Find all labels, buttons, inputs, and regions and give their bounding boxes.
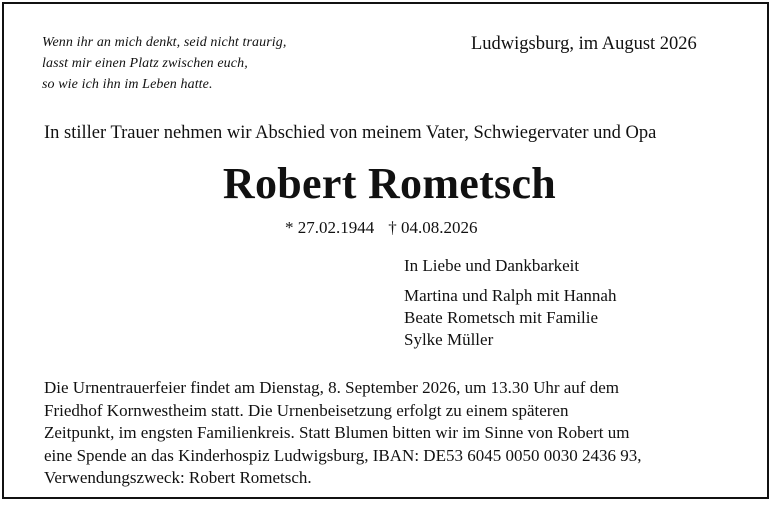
place-and-date: Ludwigsburg, im August 2026 — [471, 34, 697, 54]
notice-line: eine Spende an das Kinderhospiz Ludwigsburg, IBAN: DE53 6045 0050 0030 2436 93, — [44, 445, 642, 465]
mourners-list — [404, 285, 616, 351]
notice-line: Zeitpunkt, im engsten Familienkreis. Statt Blumen bitten wir im Sinne von Robert um — [44, 423, 630, 442]
poem-line: Wenn ihr an mich denkt, seid nicht traurig, — [42, 35, 287, 50]
deceased-name: Robert Rometsch — [222, 159, 557, 208]
death-date: † 04.08.2026 — [388, 218, 478, 237]
memorial-poem — [42, 32, 286, 95]
mourner-entry: Beate Rometsch mit Familie — [404, 308, 599, 327]
life-dates — [285, 218, 478, 238]
mourner-entry: Martina und Ralph mit Hannah — [404, 286, 617, 305]
closing-phrase: In Liebe und Dankbarkeit — [404, 256, 580, 275]
mourner-entry: Sylke Müller — [404, 330, 494, 349]
poem-line: lasst mir einen Platz zwischen euch, — [42, 56, 248, 71]
intro-text: In stiller Trauer nehmen wir Abschied von meinem Vater, Schwiegervater und Opa — [44, 123, 657, 143]
notice-line: Verwendungszweck: Robert Rometsch. — [44, 468, 312, 487]
obituary-frame — [2, 2, 769, 499]
poem-line: so wie ich ihn im Leben hatte. — [42, 77, 213, 92]
birth-date: * 27.02.1944 — [285, 218, 375, 237]
notice-line: Friedhof Kornwestheim statt. Die Urnenbeisetzung erfolgt zu einem späteren — [44, 400, 569, 420]
funeral-notice — [44, 377, 641, 490]
notice-line: Die Urnentrauerfeier findet am Dienstag, 8. September 2026, um 13.30 Uhr auf dem — [44, 378, 619, 397]
